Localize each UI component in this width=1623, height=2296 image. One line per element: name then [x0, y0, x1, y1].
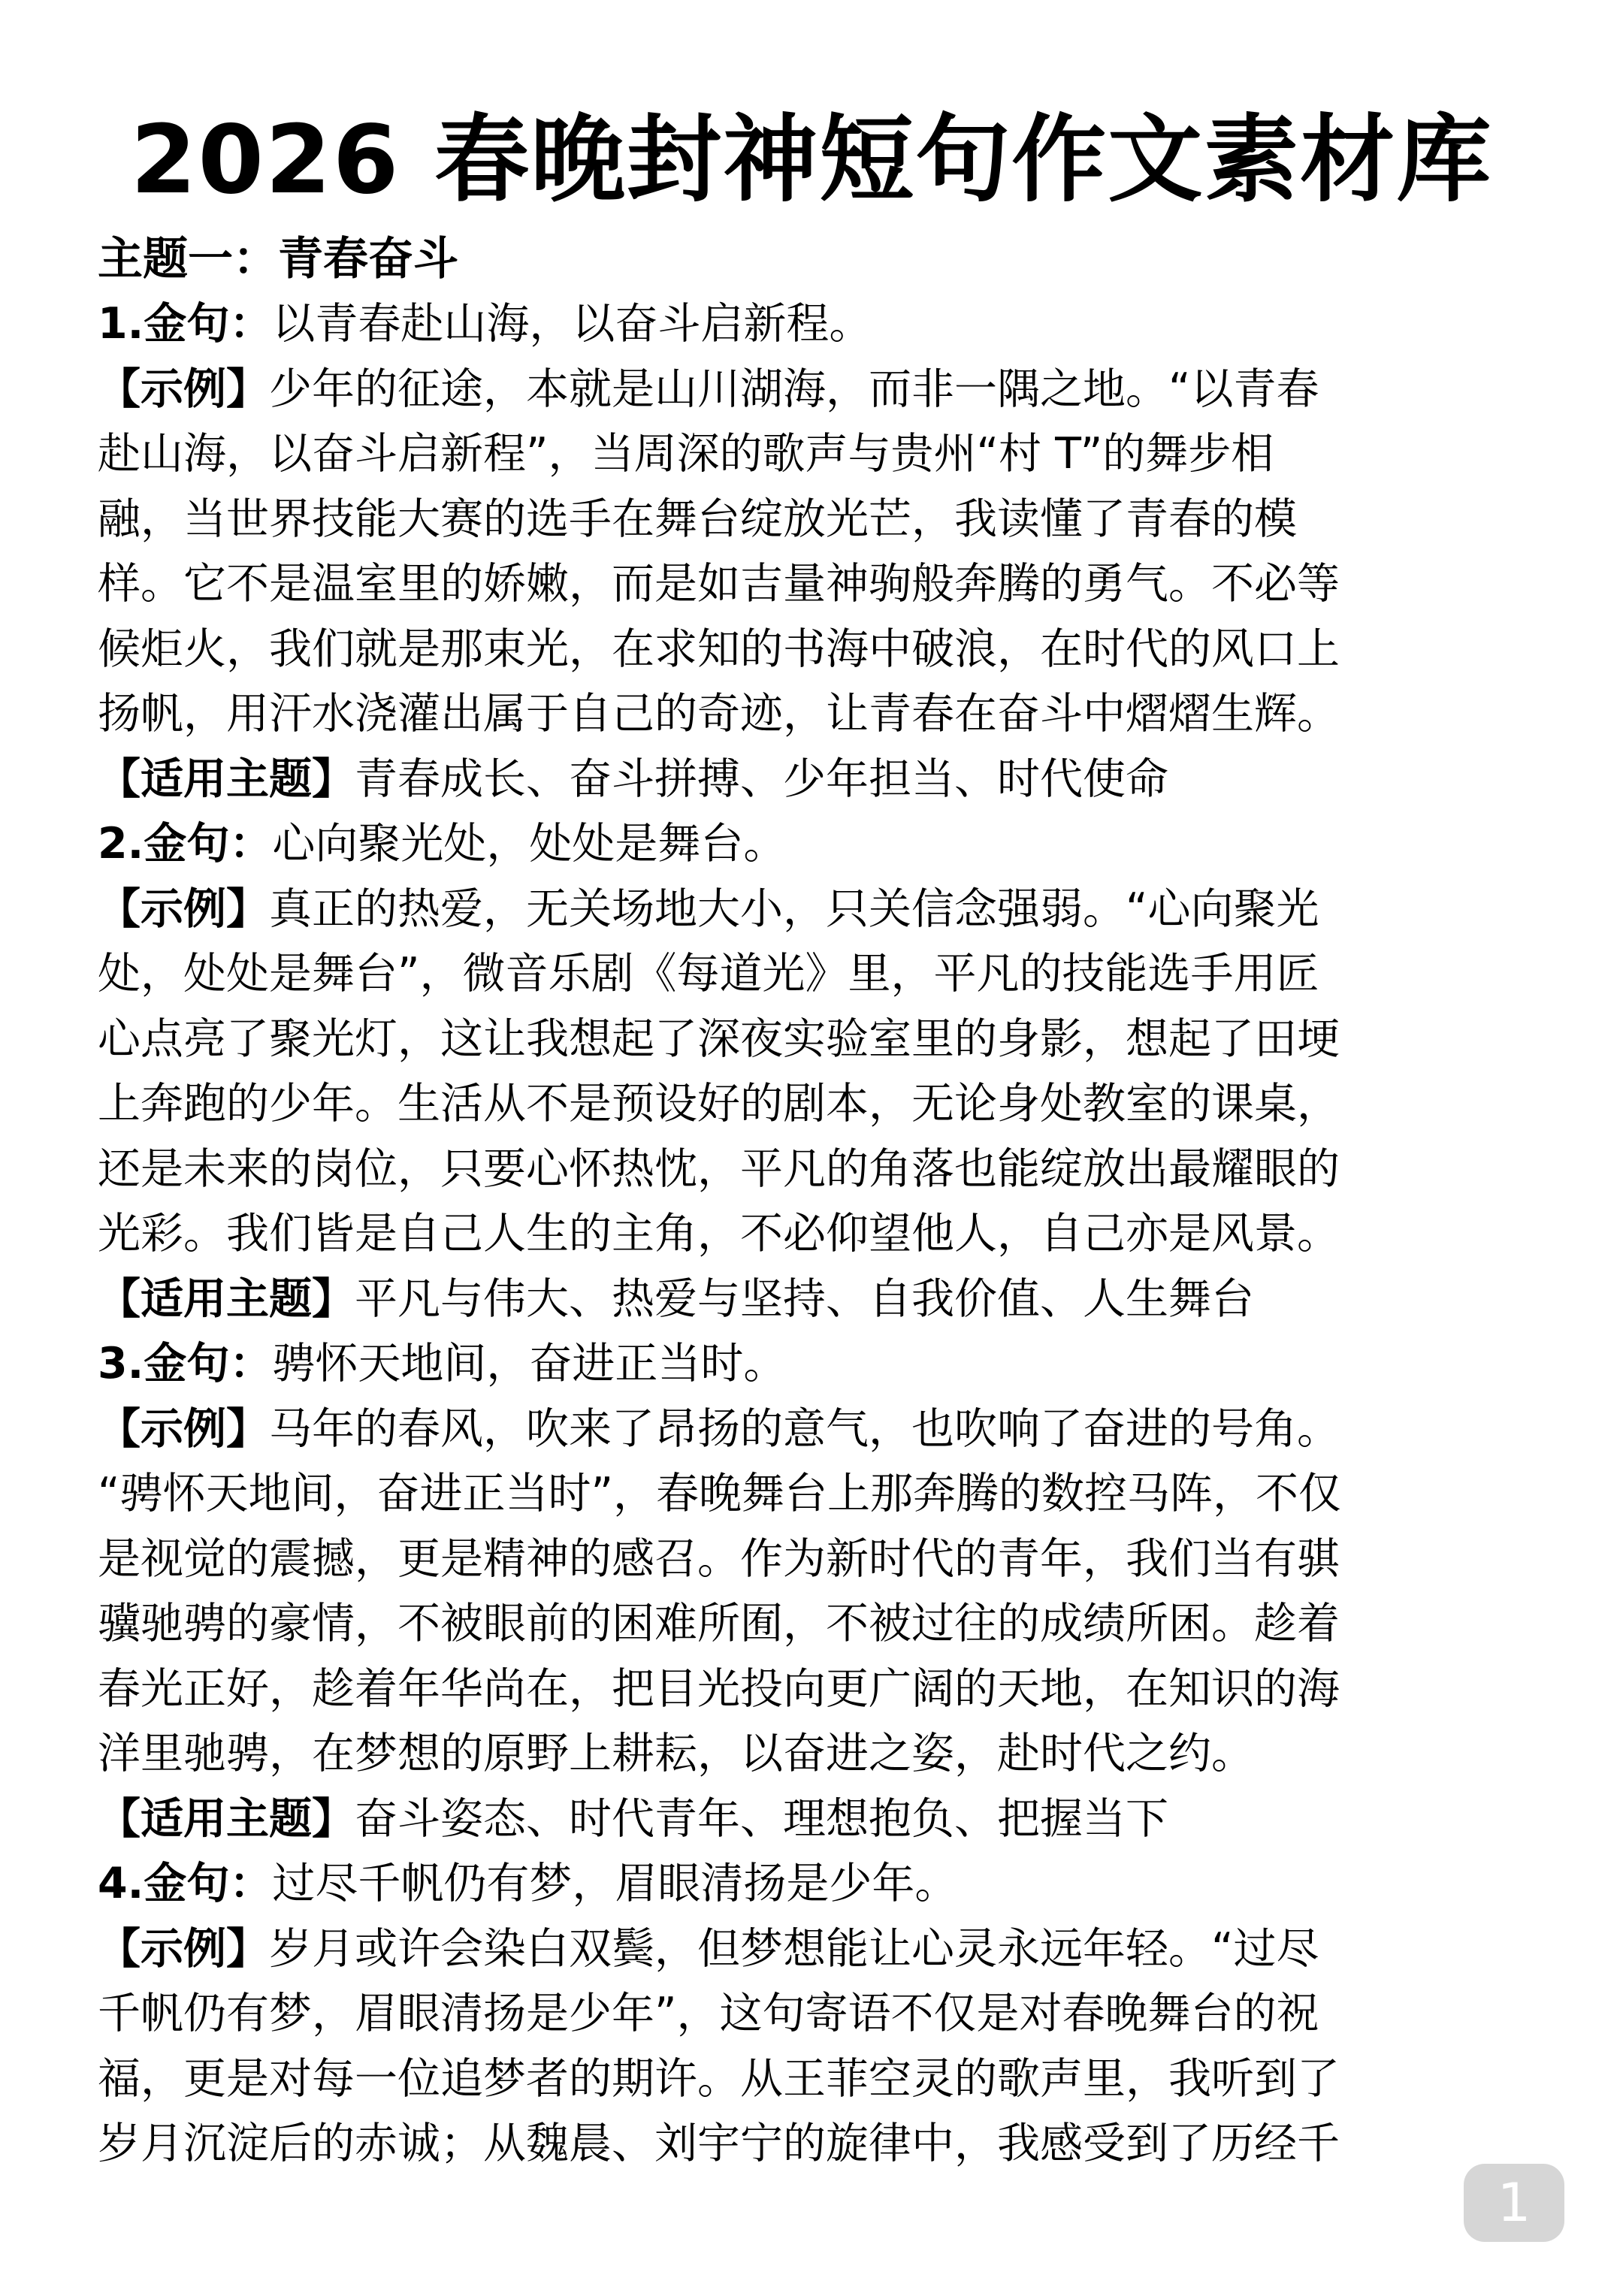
example-line: 洋里驰骋，在梦想的原野上耕耘，以奋进之姿，赴时代之约。 — [98, 1729, 1254, 1778]
example-line: 赴山海，以奋斗启新程”，当周深的歌声与贵州“村 T”的舞步相 — [98, 429, 1274, 479]
quote-text: 过尽千帆仍有梦，眉眼清扬是少年。 — [272, 1859, 958, 1908]
example-line — [98, 357, 1533, 422]
applicable-theme-line — [98, 1267, 1533, 1332]
example-label: 【示例】 — [98, 1403, 269, 1454]
example-line: 处，处处是舞台”，微音乐剧《每道光》里，平凡的技能选手用匠 — [98, 949, 1319, 998]
example-text: 真正的热爱，无关场地大小，只关信念强弱。“心向聚光 — [269, 884, 1319, 934]
example-label: 【示例】 — [98, 1923, 269, 1974]
example-label: 【示例】 — [98, 884, 269, 934]
example-line: “骋怀天地间，奋进正当时”，春晚舞台上那奔腾的数控马阵，不仅 — [98, 1469, 1342, 1518]
example-line: 春光正好，趁着年华尚在，把目光投向更广阔的天地，在知识的海 — [98, 1663, 1340, 1714]
quote-line — [98, 811, 1533, 877]
applicable-theme-line — [98, 747, 1533, 812]
example-line: 福，更是对每一位追梦者的期许。从王菲空灵的歌声里，我听到了 — [98, 2053, 1340, 2104]
quote-line — [98, 292, 1533, 357]
quote-number-label: 3.金句： — [98, 1339, 273, 1388]
example-line: 光彩。我们皆是自己人生的主角，不必仰望他人，自己亦是风景。 — [98, 1209, 1340, 1258]
document-title: 2026 春晚封神短句作文素材库 — [130, 104, 1493, 215]
applicable-theme-text: 奋斗姿态、时代青年、理想抱负、把握当下 — [355, 1793, 1168, 1844]
quote-line — [98, 1851, 1533, 1917]
example-text: 岁月或许会染白双鬓，但梦想能让心灵永远年轻。“过尽 — [269, 1923, 1319, 1974]
quote-text: 以青春赴山海，以奋斗启新程。 — [272, 299, 872, 349]
example-line — [98, 1397, 1533, 1462]
example-line: 骥驰骋的豪情，不被眼前的困难所囿，不被过往的成绩所困。趁着 — [98, 1599, 1340, 1648]
example-text: 马年的春风，吹来了昂扬的意气，也吹响了奋进的号角。 — [269, 1403, 1340, 1454]
example-line: 千帆仍有梦，眉眼清扬是少年”，这句寄语不仅是对春晚舞台的祝 — [98, 1989, 1319, 2038]
example-text: 少年的征途，本就是山川湖海，而非一隅之地。“以青春 — [269, 364, 1319, 414]
quote-text: 心向聚光处，处处是舞台。 — [272, 819, 787, 869]
applicable-theme-label: 【适用主题】 — [98, 754, 355, 804]
document-body — [98, 227, 1533, 2177]
example-line: 上奔跑的少年。生活从不是预设好的剧本，无论身处教室的课桌， — [98, 1079, 1340, 1128]
example-line: 样。它不是温室里的娇嫩，而是如吉量神驹般奔腾的勇气。不必等 — [98, 559, 1340, 609]
applicable-theme-text: 平凡与伟大、热爱与坚持、自我价值、人生舞台 — [355, 1273, 1254, 1324]
example-line: 融，当世界技能大赛的选手在舞台绽放光芒，我读懂了青春的模 — [98, 494, 1297, 544]
quote-number-label: 4.金句： — [98, 1859, 273, 1908]
applicable-theme-label: 【适用主题】 — [98, 1793, 355, 1844]
applicable-theme-line — [98, 1787, 1533, 1852]
applicable-theme-label: 【适用主题】 — [98, 1273, 355, 1324]
example-line: 心点亮了聚光灯，这让我想起了深夜实验室里的身影，想起了田埂 — [98, 1014, 1340, 1064]
quote-line — [98, 1331, 1533, 1397]
example-line: 候炬火，我们就是那束光，在求知的书海中破浪，在时代的风口上 — [98, 624, 1340, 674]
example-line — [98, 877, 1533, 942]
example-line — [98, 1917, 1533, 1982]
theme-heading: 主题一：青春奋斗 — [98, 233, 458, 285]
example-line: 是视觉的震撼，更是精神的感召。作为新时代的青年，我们当有骐 — [98, 1533, 1340, 1584]
quote-number-label: 2.金句： — [98, 819, 273, 869]
quote-text: 骋怀天地间，奋进正当时。 — [272, 1339, 787, 1388]
example-line: 还是未来的岗位，只要心怀热忱，平凡的角落也能绽放出最耀眼的 — [98, 1143, 1340, 1194]
page-number-badge: 1 — [1464, 2164, 1564, 2242]
example-label: 【示例】 — [98, 364, 269, 414]
quote-number-label: 1.金句： — [98, 299, 273, 349]
example-line: 岁月沉淀后的赤诚；从魏晨、刘宇宁的旋律中，我感受到了历经千 — [98, 2119, 1340, 2168]
applicable-theme-text: 青春成长、奋斗拼搏、少年担当、时代使命 — [355, 754, 1168, 804]
example-line: 扬帆，用汗水浇灌出属于自己的奇迹，让青春在奋斗中熠熠生辉。 — [98, 689, 1340, 739]
